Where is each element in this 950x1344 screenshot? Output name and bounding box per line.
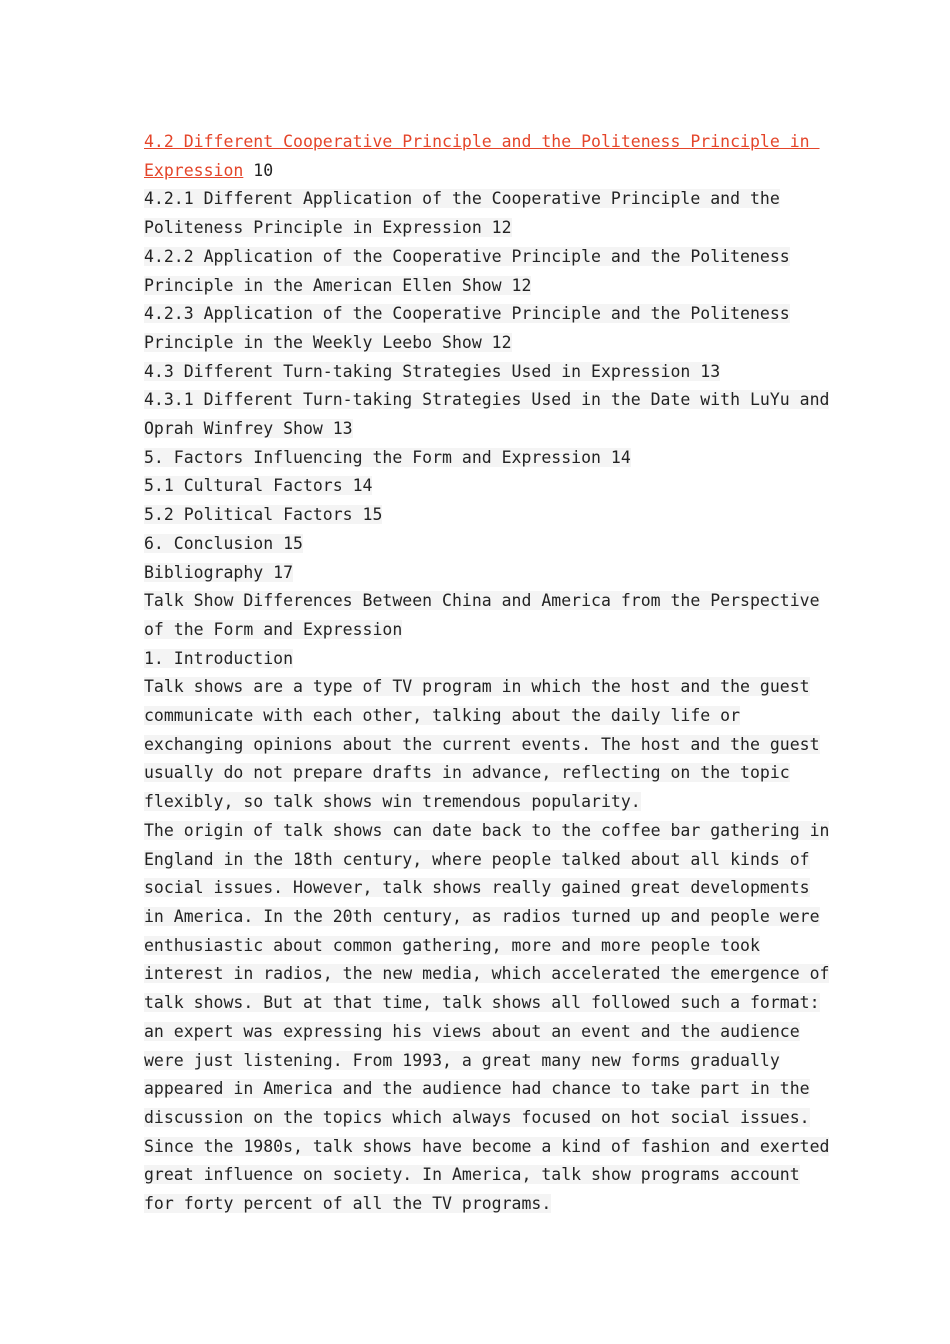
toc-line: 4.2.1 Different Application of the Cooperative Principle and the xyxy=(144,189,780,209)
paragraph-line: flexibly, so talk shows win tremendous popularity. xyxy=(144,792,641,812)
paragraph-line: social issues. However, talk shows really gained great developments xyxy=(144,878,810,898)
paragraph-line: interest in radios, the new media, which accelerated the emergence of xyxy=(144,964,830,984)
paragraph-line: England in the 18th century, where people talked about all kinds of xyxy=(144,849,810,869)
paragraph-2 xyxy=(144,817,830,1219)
paragraph-line: exchanging opinions about the current events. The host and the guest xyxy=(144,734,820,754)
paragraph-line: in America. In the 20th century, as radios turned up and people were xyxy=(144,906,820,926)
toc-line: 4.3.1 Different Turn-taking Strategies Used in the Date with LuYu and xyxy=(144,390,830,410)
title-line: Talk Show Differences Between China and America from the Perspective xyxy=(144,591,820,611)
title-line: of the Form and Expression xyxy=(144,619,403,639)
paragraph-line: were just listening. From 1993, a great many new forms gradually xyxy=(144,1050,780,1070)
paragraph-line: The origin of talk shows can date back to the coffee bar gathering in xyxy=(144,820,830,840)
toc-link-4-2-line1[interactable]: 4.2 Different Cooperative Principle and the Politeness Principle in xyxy=(144,132,820,151)
paragraph-line: usually do not prepare drafts in advance, reflecting on the topic xyxy=(144,763,790,783)
toc-line: Oprah Winfrey Show 13 xyxy=(144,419,353,439)
toc-line: 4.2.3 Application of the Cooperative Principle and the Politeness xyxy=(144,304,790,324)
document-title xyxy=(144,587,820,644)
paragraph-line: great influence on society. In America, talk show programs account xyxy=(144,1165,800,1185)
paragraph-line: Since the 1980s, talk shows have become a kind of fashion and exerted xyxy=(144,1136,830,1156)
toc-line: Principle in the Weekly Leebo Show 12 xyxy=(144,332,512,352)
paragraph-line: enthusiastic about common gathering, more and more people took xyxy=(144,935,760,955)
paragraph-line: an expert was expressing his views about an event and the audience xyxy=(144,1021,800,1041)
toc-line: 5.2 Political Factors 15 xyxy=(144,505,383,525)
section-heading: 1. Introduction xyxy=(144,648,294,668)
toc-link-4-2-line2[interactable]: Expression xyxy=(144,160,244,180)
toc-line: 5. Factors Influencing the Form and Expression 14 xyxy=(144,447,631,467)
document-page xyxy=(144,128,830,1219)
paragraph-line: for forty percent of all the TV programs. xyxy=(144,1194,552,1214)
paragraph-line: communicate with each other, talking about the daily life or xyxy=(144,706,741,726)
toc-line: Politeness Principle in Expression 12 xyxy=(144,218,512,238)
toc-line: 6. Conclusion 15 xyxy=(144,533,303,553)
toc-list xyxy=(144,185,830,587)
paragraph-line: appeared in America and the audience had chance to take part in the xyxy=(144,1079,810,1099)
toc-line: 5.1 Cultural Factors 14 xyxy=(144,476,373,496)
paragraph-line: discussion on the topics which always focused on hot social issues. xyxy=(144,1107,810,1127)
paragraph-1 xyxy=(144,673,820,817)
paragraph-line: talk shows. But at that time, talk shows all followed such a format: xyxy=(144,993,820,1013)
toc-page-number: 10 xyxy=(243,160,274,180)
toc-entry-4-2[interactable] xyxy=(144,128,820,185)
toc-line: 4.3 Different Turn-taking Strategies Used in Expression 13 xyxy=(144,361,721,381)
toc-line: Principle in the American Ellen Show 12 xyxy=(144,275,532,295)
paragraph-line: Talk shows are a type of TV program in which the host and the guest xyxy=(144,677,810,697)
toc-line: 4.2.2 Application of the Cooperative Principle and the Politeness xyxy=(144,246,790,266)
toc-line: Bibliography 17 xyxy=(144,562,294,582)
